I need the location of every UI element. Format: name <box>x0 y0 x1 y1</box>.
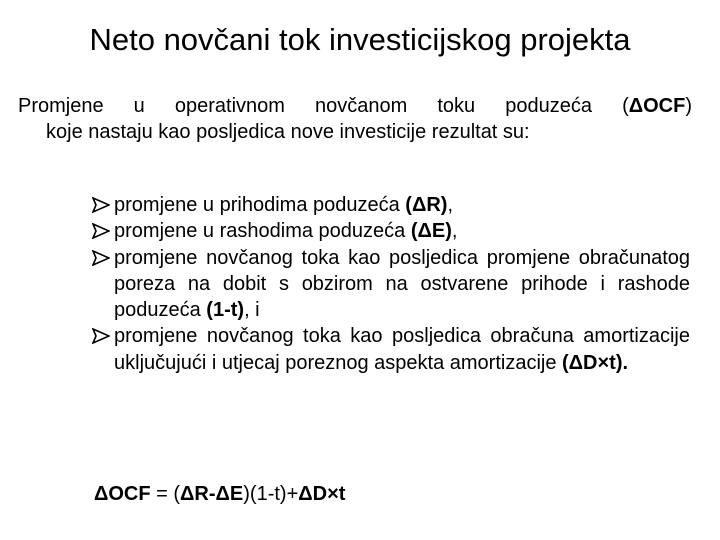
bullet-text: promjene novčanog toka kao posljedica obračuna amortizacije uključujući i utjecaj poreznog aspekta amortizacije <box>114 325 690 374</box>
bullet-text-end: , <box>451 220 458 243</box>
intro-text: Promjene u operativnom novčanom toku poduzeća ( <box>18 95 629 117</box>
bullet-item-depreciation <box>92 323 690 376</box>
bullet-item-expenses <box>92 218 690 244</box>
bullet-text: promjene u prihodima poduzeća <box>114 194 406 216</box>
intro-text-line2: koje nastaju kao posljedica nove investicije rezultat su: <box>46 121 530 143</box>
bullet-list <box>92 192 690 376</box>
bullet-text: promjene u rashodima poduzeća <box>114 220 411 243</box>
bullet-symbol: (ΔR) <box>405 194 448 216</box>
bullet-text-end: , <box>447 194 453 216</box>
formula-ocf: ΔOCF <box>94 483 151 505</box>
arrow-bullet-icon <box>92 328 110 344</box>
bullet-item-revenue <box>92 192 690 218</box>
intro-paragraph <box>18 93 692 145</box>
intro-ocf-symbol: ΔOCF <box>628 95 686 117</box>
arrow-bullet-icon <box>92 223 110 239</box>
arrow-bullet-icon <box>92 250 110 266</box>
bullet-symbol: (ΔE) <box>410 220 452 243</box>
formula-equals: = ( <box>150 483 181 505</box>
bullet-item-tax <box>92 245 690 324</box>
formula-depreciation: ΔD×t <box>298 483 346 505</box>
ocf-formula <box>94 481 345 507</box>
bullet-text: promjene novčanog toka kao posljedica promjene obračunatog poreza na dobit s obzirom na ostvarene prihode i rashode poduzeća <box>114 246 690 322</box>
bullet-symbol: (1-t) <box>206 299 245 322</box>
intro-text-close: ) <box>685 95 692 117</box>
formula-tax-term: )(1-t)+ <box>243 483 299 505</box>
slide-title: Neto novčani tok investicijskog projekta <box>89 22 631 57</box>
arrow-bullet-icon <box>92 197 110 213</box>
formula-revenue-expense: ΔR-ΔE <box>180 483 244 505</box>
bullet-text-end: , i <box>244 299 260 322</box>
bullet-symbol: (ΔD×t). <box>562 351 629 374</box>
